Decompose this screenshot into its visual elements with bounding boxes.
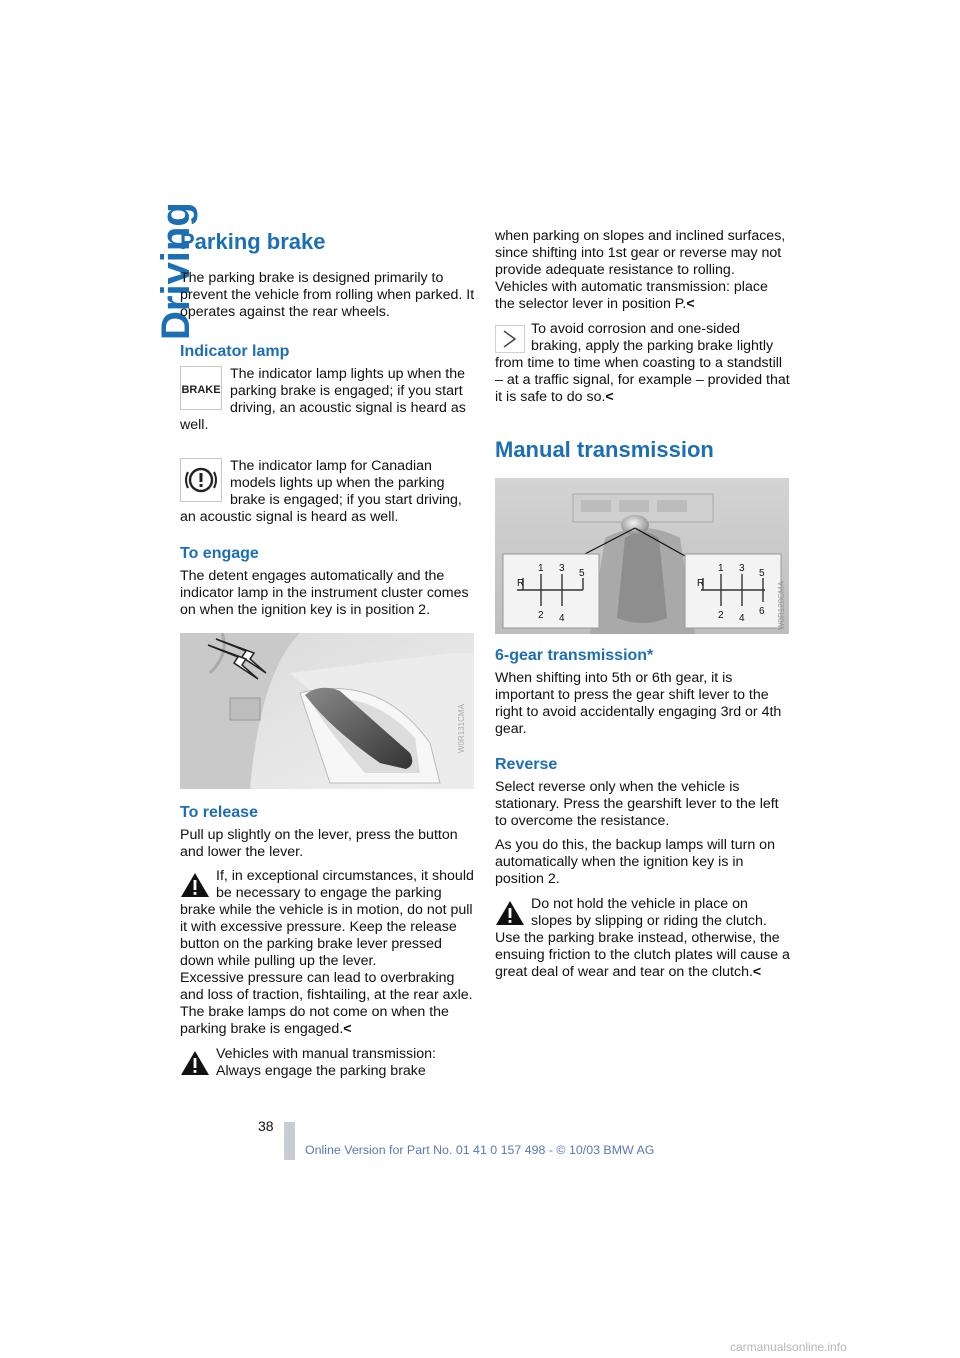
gear-right-5: 5	[759, 568, 765, 579]
gear-left-1: 1	[538, 563, 544, 574]
end-mark: <	[605, 389, 614, 405]
right-column	[495, 228, 791, 989]
gear-right-1: 1	[718, 563, 724, 574]
warning-3	[495, 896, 791, 981]
section-tab-label: Driving	[154, 202, 198, 340]
indicator-para-2	[180, 458, 475, 526]
brake-icon-text: BRAKE	[181, 384, 221, 396]
to-release-heading: To release	[180, 804, 258, 821]
parking-brake-intro: The parking brake is designed primarily to prevent the vehicle from rolling when parked. It operates against the rear wheels.	[180, 270, 475, 320]
gear-right-6: 6	[759, 606, 765, 617]
section-tab	[110, 202, 198, 348]
gear-left-r: R	[517, 578, 525, 589]
gear-left-5: 5	[579, 568, 585, 579]
reverse-text-1: Select reverse only when the vehicle is stationary. Press the gearshift lever to the left to overcome the resistance.	[495, 779, 779, 829]
warning-1	[180, 868, 475, 1038]
warning-triangle-icon	[180, 872, 210, 898]
manual-transmission-title: Manual transmission	[495, 437, 714, 462]
indicator-text-2: The indicator lamp for Canadian models lights up when the parking brake is engaged; if you start driving, an acoustic signal is heard as well.	[180, 458, 462, 525]
warning-triangle-icon	[495, 900, 525, 926]
end-mark: <	[752, 964, 762, 980]
warning-2-continued-text: when parking on slopes and inclined surfaces, since shifting into 1st gear or reverse may not provide adequate resistance to rolling. Vehicles with automatic transmission: place the selector lever in position P.	[495, 228, 786, 312]
gear-right-4: 4	[739, 613, 745, 624]
note-text: To avoid corrosion and one-sided braking, apply the parking brake lightly from time to time when coasting to a standstill – at a traffic signal, for example – provided that it is safe to do so.	[495, 321, 790, 405]
brake-warning-circle-icon	[180, 458, 222, 502]
photo-code-2: W0R128CMA	[777, 581, 786, 630]
reverse-text-2: As you do this, the backup lamps will turn on automatically when the ignition key is in position 2.	[495, 837, 775, 887]
engage-text: The detent engages automatically and the indicator lamp in the instrument cluster comes on when the ignition key is in position 2.	[180, 568, 469, 618]
warning-2-continued	[495, 228, 791, 313]
page-number: 38	[258, 1118, 274, 1134]
warning-1-line-3: The brake lamps do not come on when the parking brake is engaged.	[180, 1004, 449, 1037]
six-gear-text: When shifting into 5th or 6th gear, it is important to press the gear shift lever to the right to avoid accidentally engaging 3rd or 4th gear.	[495, 670, 782, 737]
warning-2	[180, 1046, 475, 1080]
six-gear-heading: 6-gear transmission*	[495, 647, 654, 664]
gear-left-2: 2	[538, 610, 544, 621]
to-engage-heading: To engage	[180, 545, 259, 562]
brake-lamp-icon	[180, 366, 222, 410]
parking-brake-photo	[180, 633, 474, 789]
reverse-heading: Reverse	[495, 756, 558, 773]
note-arrow-icon	[495, 325, 525, 353]
gear-left-4: 4	[559, 613, 565, 624]
warning-3-text: Do not hold the vehicle in place on slopes by slipping or riding the clutch. Use the parking brake instead, otherwise, the ensuing friction to the clutch plates will cause a great deal of wear and tear on the clutch.	[495, 896, 790, 980]
warning-triangle-icon	[180, 1050, 210, 1076]
gear-left-3: 3	[559, 563, 565, 574]
warning-1-line-2: Excessive pressure can lead to overbraking and loss of traction, fishtailing, at the rear axle.	[180, 970, 473, 1003]
footer-text: Online Version for Part No. 01 41 0 157 498 - © 10/03 BMW AG	[305, 1143, 655, 1157]
photo-code-1: W0R131CMA	[457, 704, 466, 753]
end-mark: <	[686, 296, 695, 312]
gear-right-3: 3	[739, 563, 745, 574]
indicator-lamp-heading: Indicator lamp	[180, 343, 290, 360]
gear-right-r: R	[697, 578, 705, 589]
warning-2-text: Vehicles with manual transmission: Always engage the parking brake	[216, 1046, 437, 1079]
indicator-para-1	[180, 366, 475, 434]
watermark: carmanualsonline.info	[730, 1340, 847, 1354]
release-text: Pull up slightly on the lever, press the button and lower the lever.	[180, 827, 458, 860]
warning-1-line-1: If, in exceptional circumstances, it should be necessary to engage the parking brake while the vehicle is in motion, do not pull it with excessive pressure. Keep the release button on the parking brake lever pressed down while pulling up the lever.	[180, 868, 474, 969]
indicator-text-1: The indicator lamp lights up when the parking brake is engaged; if you start driving, an acoustic signal is heard as well.	[180, 366, 466, 433]
gearshift-photo	[495, 478, 789, 634]
end-mark: <	[343, 1021, 352, 1037]
note-1	[495, 321, 791, 406]
gear-right-2: 2	[718, 610, 724, 621]
left-column	[180, 228, 475, 1088]
parking-brake-title: Parking brake	[180, 229, 326, 254]
footer-bar	[284, 1122, 295, 1160]
